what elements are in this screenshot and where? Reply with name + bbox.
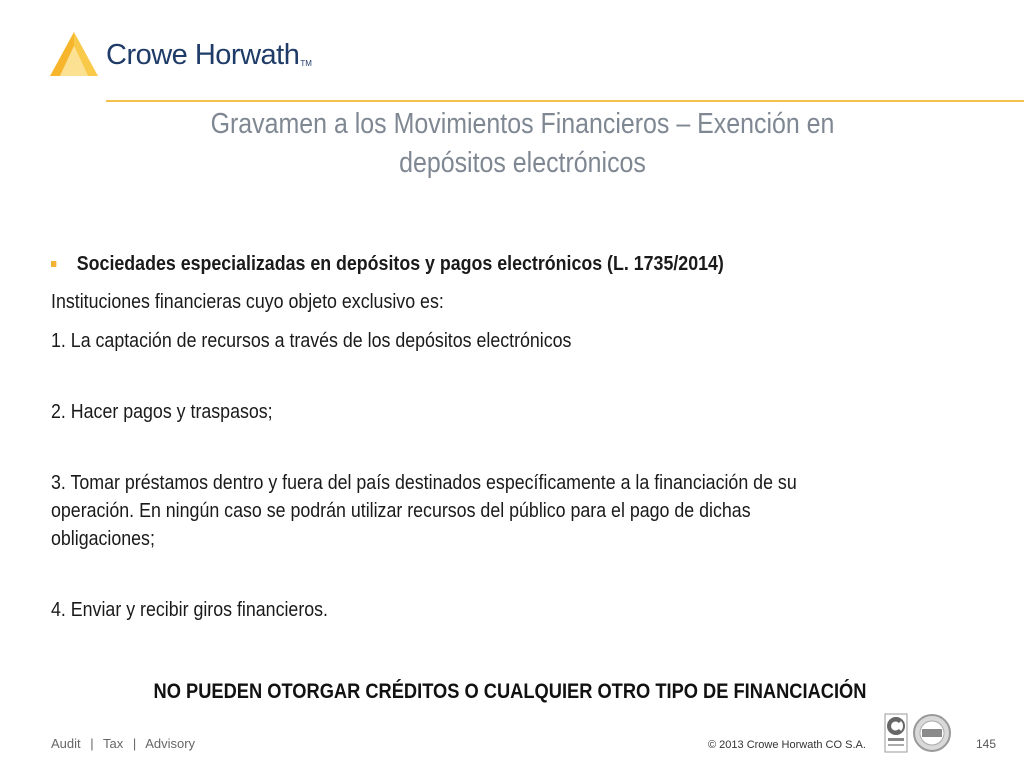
page-number: 145 bbox=[976, 737, 997, 751]
iqnet-cert-icon bbox=[912, 713, 952, 753]
crowe-logo-icon bbox=[50, 32, 98, 76]
warning-text: NO PUEDEN OTORGAR CRÉDITOS O CUALQUIER OTRO TIPO DE FINANCIACIÓN bbox=[153, 680, 867, 703]
footer-services bbox=[51, 736, 195, 751]
copyright-text: © 2013 Crowe Horwath CO S.A. bbox=[708, 739, 866, 751]
bullet-heading: Sociedades especializadas en depósitos y pagos electrónicos (L. 1735/2014) bbox=[76, 253, 724, 275]
service-advisory: Advisory bbox=[145, 736, 196, 751]
item-3: 3. Tomar préstamos dentro y fuera del país destinados específicamente a la financiación de su operación. En ningún caso se podrán utilizar recursos del público para el pago de dichas obligaciones; bbox=[51, 472, 797, 550]
slide-title: Gravamen a los Movimientos Financieros – Exención en depósitos electrónicos bbox=[210, 108, 835, 179]
intro-text: Instituciones financieras cuyo objeto exclusivo es: bbox=[51, 291, 444, 313]
item-4: 4. Enviar y recibir giros financieros. bbox=[51, 599, 328, 621]
service-tax: Tax bbox=[103, 736, 124, 751]
header-rule bbox=[106, 100, 1024, 102]
bullet-heading-row bbox=[51, 250, 852, 278]
crowe-horwath-logo bbox=[50, 32, 312, 76]
icontec-cert-icon bbox=[884, 713, 908, 753]
logo-trademark: TM bbox=[300, 58, 312, 68]
slide-body bbox=[51, 250, 951, 624]
service-separator: | bbox=[90, 736, 94, 751]
item-1: 1. La captación de recursos a través de los depósitos electrónicos bbox=[51, 330, 572, 352]
service-audit: Audit bbox=[51, 736, 81, 751]
logo-wordmark: Crowe Horwath bbox=[106, 38, 300, 71]
square-bullet-icon bbox=[51, 261, 56, 267]
item-2: 2. Hacer pagos y traspasos; bbox=[51, 401, 273, 423]
service-separator: | bbox=[132, 736, 137, 751]
